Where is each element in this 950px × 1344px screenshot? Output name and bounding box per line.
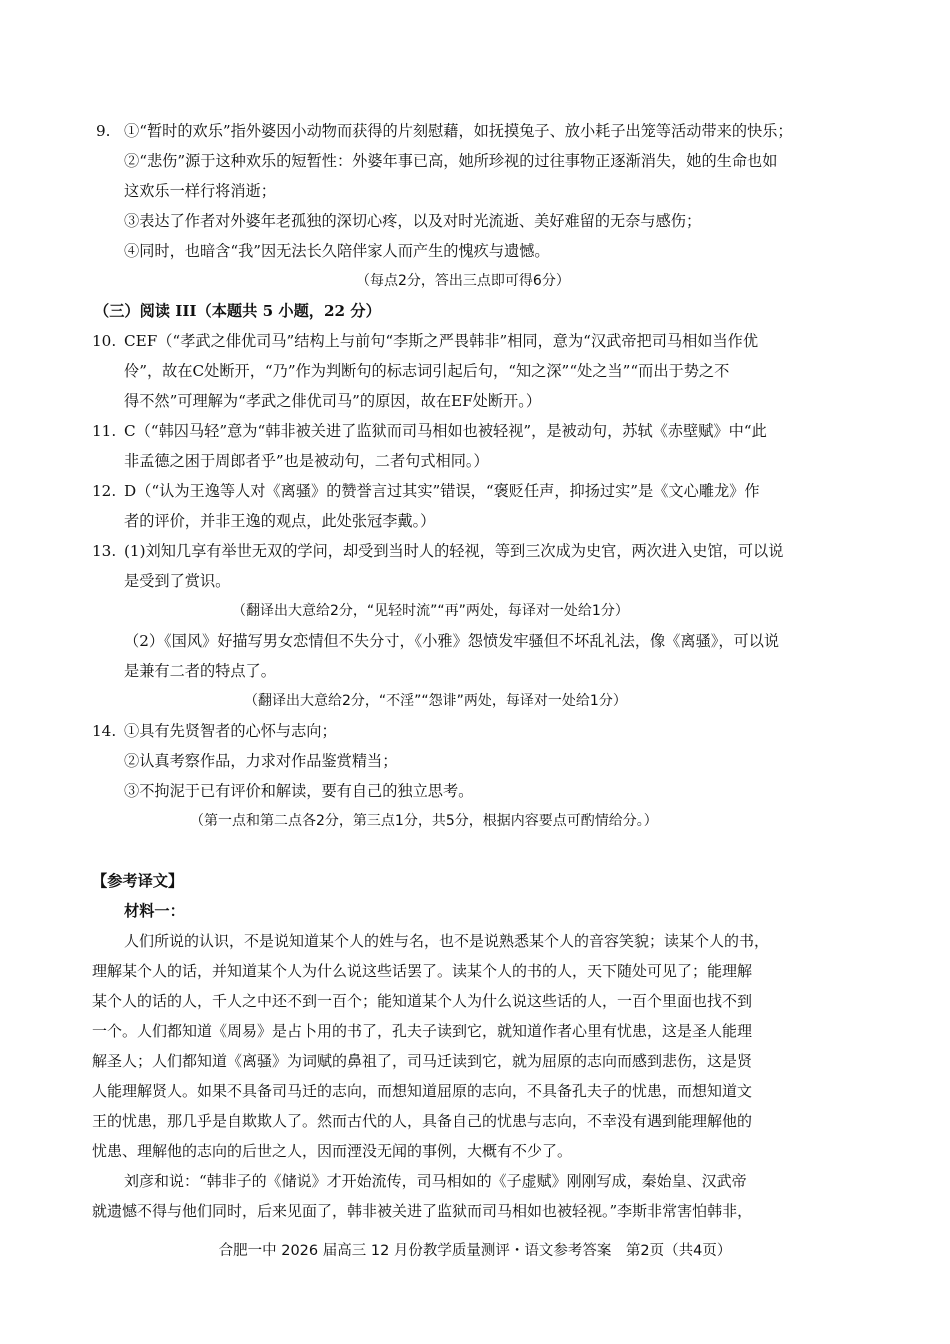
q9-point-2-cont: 这欢乐一样行将消逝； — [124, 182, 276, 200]
q14-point-1: ①具有先贤智者的心怀与志向； — [124, 722, 337, 740]
q13-number: 13. — [92, 542, 117, 560]
q12-line-2: 者的评价，并非王逸的观点，此处张冠李戴。） — [124, 512, 436, 530]
translation-paragraph-line: 刘彦和说：“韩非子的《储说》才开始流传，司马相如的《子虚赋》刚刚写成，秦始皇、汉武帝 — [124, 1172, 747, 1190]
translation-paragraph-line: 人们所说的认识，不是说知道某个人的姓与名，也不是说熟悉某个人的音容笑貌；读某个人的书， — [124, 932, 770, 950]
q11-line-2: 非孟德之困于周郎者乎”也是被动句，二者句式相同。） — [124, 452, 489, 470]
q14-score-note: （第一点和第二点各2分，第三点1分，共5分，根据内容要点可酌情给分。） — [190, 813, 658, 829]
translation-paragraph-line: 忧患、理解他的志向的后世之人，因而湮没无闻的事例，大概有不少了。 — [92, 1142, 573, 1160]
q14-point-3: ③不拘泥于已有评价和解读，要有自己的独立思考。 — [124, 782, 474, 800]
translation-paragraph-line: 王的忧患，那几乎是自欺欺人了。然而古代的人，具备自己的忧患与志向，不幸没有遇到能理解他的 — [92, 1112, 753, 1130]
q9-point-3: ③表达了作者对外婆年老孤独的深切心疼，以及对时光流逝、美好难留的无奈与感伤； — [124, 212, 702, 230]
q13-answer-1-cont: 是受到了赏识。 — [124, 572, 231, 590]
q10-line-3: 得不然”可理解为“孝武之俳优司马”的原因，故在EF处断开。） — [124, 392, 542, 410]
q12-line-1: D（“认为王逸等人对《离骚》的赞誉言过其实”错误，“褒贬任声，抑扬过实”是《文心雕龙》作 — [124, 482, 760, 500]
translation-paragraph-line: 某个人的话的人，千人之中还不到一百个；能知道某个人为什么说这些话的人，一百个里面也找不到 — [92, 992, 753, 1010]
q13-score-note-2: （翻译出大意给2分，“不淫”“怨诽”两处，每译对一处给1分） — [244, 693, 627, 709]
q9-point-1: ①“暂时的欢乐”指外婆因小动物而获得的片刻慰藉，如抚摸兔子、放小耗子出笼等活动带来的快乐； — [124, 122, 793, 140]
q10-line-1: CEF（“孝武之俳优司马”结构上与前句“李斯之严畏韩非”相同，意为“汉武帝把司马相如当作优 — [124, 332, 759, 350]
q13-answer-2-cont: 是兼有二者的特点了。 — [124, 662, 276, 680]
q9-point-2: ②“悲伤”源于这种欢乐的短暂性：外婆年事已高，她所珍视的过往事物正逐渐消失，她的生命也如 — [124, 152, 778, 170]
q11-number: 11. — [92, 422, 117, 440]
translation-paragraph-line: 人能理解贤人。如果不具备司马迁的志向，而想知道屈原的志向，不具备孔夫子的忧患，而想知道文 — [92, 1082, 753, 1100]
page-footer: 合肥一中 2026 届高三 12 月份教学质量测评・语文参考答案 第2页（共4页） — [218, 1243, 732, 1259]
q10-number: 10. — [92, 332, 117, 350]
translation-paragraph-line: 理解某个人的话，并知道某个人为什么说这些话罢了。读某个人的书的人，天下随处可见了；能理解 — [92, 962, 753, 980]
q14-point-2: ②认真考察作品，力求对作品鉴赏精当； — [124, 752, 398, 770]
translation-heading: 【参考译文】 — [92, 872, 184, 890]
q9-point-4: ④同时，也暗含“我”因无法长久陪伴家人而产生的愧疚与遗憾。 — [124, 242, 550, 260]
q10-line-2: 伶”，故在C处断开，“乃”作为判断句的标志词引起后句，“知之深”“处之当”“而出于势之不 — [124, 362, 730, 380]
section-3-title: （三）阅读 III（本题共 5 小题，22 分） — [94, 302, 381, 320]
translation-paragraph-line: 一个。人们都知道《周易》是占卜用的书了，孔夫子读到它，就知道作者心里有忧患，这是圣人能理 — [92, 1022, 753, 1040]
translation-paragraph-line: 解圣人；人们都知道《离骚》为词赋的鼻祖了，司马迁读到它，就为屈原的志向而感到悲伤，这是贤 — [92, 1052, 753, 1070]
q9-score-note: （每点2分，答出三点即可得6分） — [356, 273, 570, 289]
q14-number: 14. — [92, 722, 117, 740]
q13-answer-1: (1)刘知几享有举世无双的学问，却受到当时人的轻视，等到三次成为史官，两次进入史馆，可以说 — [124, 542, 784, 560]
q13-score-note-1: （翻译出大意给2分，“见轻时流”“再”两处，每译对一处给1分） — [232, 603, 629, 619]
q13-answer-2: （2）《国风》好描写男女恋情但不失分寸，《小雅》怨愤发牢骚但不坏乱礼法，像《离骚》，可以说 — [124, 632, 780, 650]
q12-number: 12. — [92, 482, 117, 500]
q11-line-1: C（“韩囚马轻”意为“韩非被关进了监狱而司马相如也被轻视”，是被动句，苏轼《赤壁赋》中“此 — [124, 422, 767, 440]
material-1-label: 材料一： — [124, 902, 185, 920]
q9-number: 9. — [96, 122, 111, 140]
translation-paragraph-line: 就遗憾不得与他们同时，后来见面了，韩非被关进了监狱而司马相如也被轻视。”李斯非常害怕韩非， — [92, 1202, 753, 1220]
